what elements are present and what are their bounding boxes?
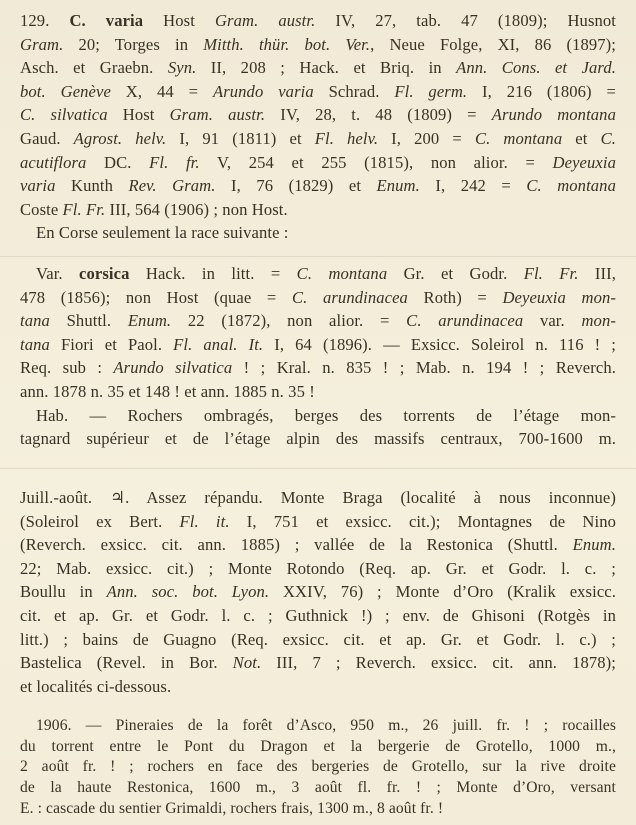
variety-line [20, 356, 616, 380]
text-run: I, 76 (1829) et [215, 176, 377, 196]
text-run: Kunth [55, 176, 129, 196]
italic-run: Fl. Fr. [62, 199, 106, 219]
text-run: Hack. in litt. = [129, 264, 297, 283]
text-run: X, 44 = [110, 81, 213, 101]
text-run: I, 64 (1896). — Exsicc. Soleirol n. 116 ! ; [263, 334, 617, 354]
locality-line [20, 675, 616, 699]
italic-run: Arundo silvatica [113, 358, 233, 378]
italic-run: tana [20, 334, 50, 354]
locality-line [20, 557, 616, 581]
variety-block [20, 262, 616, 451]
text-run: du torrent entre le Pont du Dragon et la bergerie de Grotello, 1000 m., [20, 737, 616, 755]
italic-run: C. [600, 128, 616, 148]
italic-run: Enum. [572, 535, 616, 555]
corse-note: En Corse seulement la race suivante : [36, 223, 289, 243]
italic-run: Syn. [167, 58, 197, 78]
entry-line [20, 174, 616, 198]
italic-run: Deyeuxia [552, 152, 616, 172]
italic-run: Fl. Fr. [523, 264, 579, 283]
localities-block [20, 486, 616, 698]
text-run: var. [523, 311, 582, 331]
italic-run: C. montana [474, 128, 563, 148]
text-run: 22 (1872), non alior. = [171, 311, 407, 331]
italic-run: C. montana [296, 264, 388, 283]
italic-run: Fl. helv. [314, 128, 379, 148]
entry-line [20, 9, 616, 33]
text-run: 20; Torges in [63, 34, 204, 54]
locality-line [20, 628, 616, 652]
text-run: Host [143, 11, 215, 30]
habitat-line [20, 404, 616, 428]
text-run: E. : cascade du sentier Grimaldi, rochers frais, 1300 m., 8 août fr. ! [20, 799, 444, 817]
text-run: Gr. et Godr. [387, 264, 524, 283]
text-run: Host [107, 105, 170, 125]
text-run: Var. [36, 264, 80, 283]
text-run: I, 242 = [419, 176, 527, 196]
italic-run: C. arundinacea [406, 311, 524, 331]
text-run: 478 (1856); non Host (quae = [20, 287, 292, 307]
locality-line [20, 651, 616, 675]
italic-run: Enum. [376, 176, 420, 196]
text-run: et [562, 128, 601, 148]
text-run: Boullu in [20, 582, 107, 602]
text-run: Fiori et Paol. [49, 334, 174, 354]
text-run: litt.) ; bains de Guagno (Req. exsicc. cit. et ap. Gr. et Godr. l. c.) ; [20, 629, 616, 649]
italic-run: Fl. germ. [394, 81, 468, 101]
text-run: I, 751 et exsicc. cit.); Montagnes de Nino [229, 511, 616, 531]
text-run: IV, 27, tab. 47 (1809); Husnot [315, 11, 617, 30]
italic-run: acutiflora [20, 152, 87, 172]
text-run: 129. [20, 11, 70, 30]
text-run: V, 254 et 255 (1815), non alior. = [199, 152, 553, 172]
italic-run: Agrost. helv. [73, 128, 167, 148]
italic-run: Ann. soc. bot. Lyon. [106, 582, 270, 602]
species-name: corsica [79, 264, 130, 283]
text-run: Juill.-août. ♃. Assez répandu. Monte Braga (localité à nous inconnue) [20, 488, 616, 507]
italic-run: C. montana [526, 176, 616, 196]
text-run: I, 91 (1811) et [166, 128, 315, 148]
section-divider [0, 256, 636, 257]
text-run: (Soleirol ex Bert. [20, 511, 180, 531]
text-run: Bastelica (Revel. in Bor. [20, 653, 233, 673]
variety-line [20, 333, 616, 357]
text-run: Coste [20, 199, 63, 219]
italic-run: Arundo varia [212, 81, 314, 101]
habitat-line [20, 427, 616, 451]
text-run: , Neue Folge, XI, 86 (1897); [370, 34, 617, 54]
text-run: III, [578, 264, 616, 283]
italic-run: mon- [581, 311, 616, 331]
variety-line [20, 309, 616, 333]
entry-line [20, 80, 616, 104]
entry-block [20, 9, 616, 245]
text-run: 2 août fr. ! ; rochers en face des bergeries de Grotello, sur la rive droite [20, 758, 616, 776]
text-run: cit. et ap. Gr. et Godr. l. c. ; Guthnick !) ; env. de Ghisoni (Rotgès in [20, 605, 616, 625]
text-run: Asch. et Graebn. [20, 58, 168, 78]
text-run: Gaud. [20, 128, 74, 148]
text-run: III, 7 ; Reverch. exsicc. cit. ann. 1878); [261, 653, 617, 673]
text-run: 1906. — Pineraies de la forêt d’Asco, 950 m., 26 juill. fr. ! ; rocailles [36, 717, 616, 734]
italic-run: Gram. austr. [214, 11, 316, 30]
text-run: XXIV, 76) ; Monte d’Oro (Kralik exsicc. [269, 582, 617, 602]
observation-line [20, 799, 616, 820]
text-run: tagnard supérieur et de l’étage alpin des massifs centraux, 700-1600 m. [20, 429, 616, 449]
text-run: IV, 28, t. 48 (1809) = [265, 105, 492, 125]
italic-run: Gram. [20, 34, 64, 54]
entry-line [20, 103, 616, 127]
italic-run: bot. Genève [20, 81, 111, 101]
text-run: I, 200 = [378, 128, 475, 148]
italic-run: Fl. fr. [149, 152, 200, 172]
text-run: ann. 1878 n. 35 et 148 ! et ann. 1885 n. 35 ! [20, 381, 315, 401]
observation-line [20, 778, 616, 799]
variety-line [20, 286, 616, 310]
locality-line [20, 604, 616, 628]
italic-run: C. silvatica [20, 105, 108, 125]
variety-line [20, 262, 616, 286]
italic-run: Deyeuxia mon- [502, 287, 616, 307]
italic-run: Rev. Gram. [128, 176, 216, 196]
entry-line [20, 198, 616, 222]
text-run: ! ; Kral. n. 835 ! ; Mab. n. 194 ! ; Reverch. [232, 358, 616, 378]
text-run: II, 208 ; Hack. et Briq. in [196, 58, 457, 78]
text-run: Shuttl. [49, 311, 128, 331]
locality-line [20, 580, 616, 604]
text-run: de la haute Restonica, 1600 m., 3 août fl. fr. ! ; Monte d’Oro, versant [20, 779, 616, 797]
observations-block [20, 716, 616, 820]
entry-line [20, 151, 616, 175]
text-run: Req. sub : [20, 358, 114, 378]
italic-run: Not. [232, 653, 262, 673]
observation-line [20, 716, 616, 737]
locality-line [20, 486, 616, 510]
locality-line [20, 510, 616, 534]
text-run: (Reverch. exsicc. cit. ann. 1885) ; vallée de la Restonica (Shuttl. [20, 535, 573, 555]
italic-run: varia [20, 176, 56, 196]
entry-line [20, 127, 616, 151]
italic-run: Gram. austr. [169, 105, 266, 125]
observation-line [20, 757, 616, 778]
entry-line [20, 33, 616, 57]
italic-run: Arundo montana [491, 105, 616, 125]
text-run: Roth) = [407, 287, 503, 307]
variety-line [20, 380, 616, 404]
locality-line [20, 533, 616, 557]
entry-line [20, 56, 616, 80]
text-run: I, 216 (1806) = [467, 81, 616, 101]
text-run: III, 564 (1906) ; non Host. [105, 199, 288, 219]
italic-run: Mitth. thür. bot. Ver. [203, 34, 371, 54]
text-run: Hab. — Rochers ombragés, berges des torrents de l’étage mon- [36, 405, 616, 425]
text-run: DC. [86, 152, 150, 172]
italic-run: Enum. [127, 311, 172, 331]
text-run: Schrad. [313, 81, 395, 101]
italic-run: Fl. anal. It. [173, 334, 264, 354]
italic-run: C. arundinacea [291, 287, 408, 307]
text-run: et localités ci-dessous. [20, 676, 172, 696]
italic-run: Fl. it. [179, 511, 230, 531]
text-run: 22; Mab. exsicc. cit.) ; Monte Rotondo (Req. ap. Gr. et Godr. l. c. ; [20, 558, 616, 578]
italic-run: Ann. Cons. et Jard. [456, 58, 617, 78]
species-name: C. varia [69, 11, 144, 30]
italic-run: tana [20, 311, 50, 331]
section-divider [0, 468, 636, 469]
observation-line [20, 737, 616, 758]
